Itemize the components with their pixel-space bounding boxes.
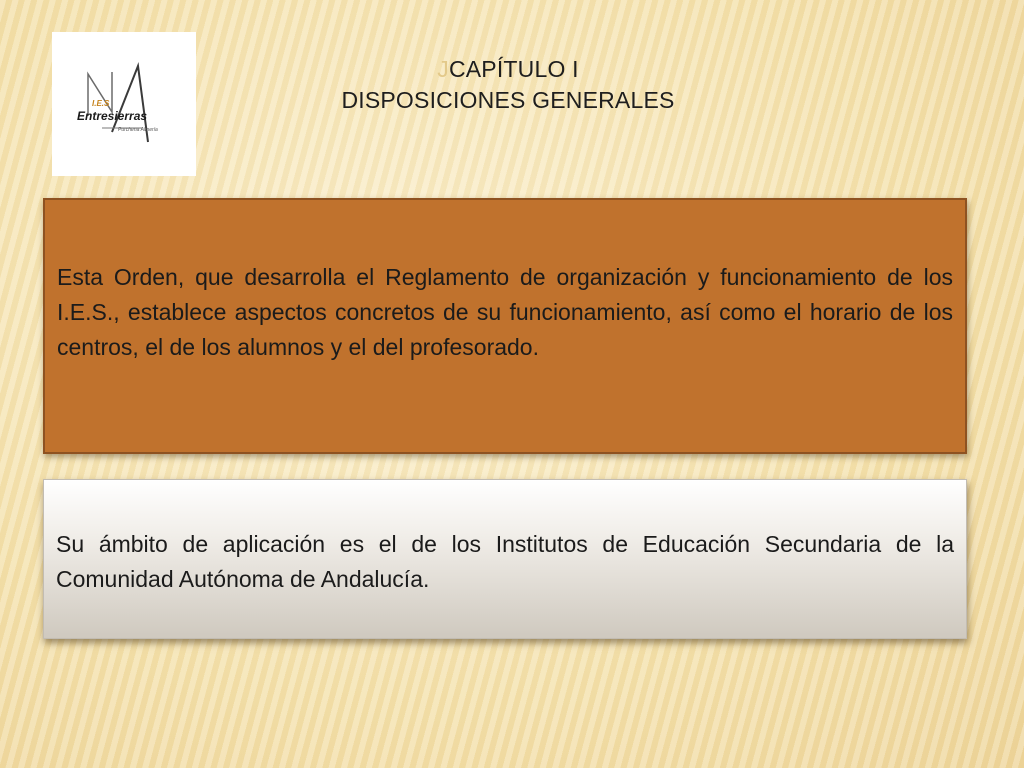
title-chapter: CAPÍTULO I bbox=[448, 56, 579, 82]
logo-name: Entresierras bbox=[77, 109, 148, 123]
slide-title bbox=[300, 54, 716, 116]
grey-text-box bbox=[43, 479, 967, 639]
logo-place: Purchena Almería bbox=[118, 127, 158, 133]
title-line-2: DISPOSICIONES GENERALES bbox=[341, 87, 675, 113]
logo-acronym: I.E.S bbox=[92, 99, 110, 108]
title-marker: J bbox=[437, 56, 449, 82]
school-logo bbox=[52, 32, 196, 176]
paragraph-scope: Su ámbito de aplicación es el de los Institutos de Educación Secundaria de la Comunidad Autónoma de Andalucía. bbox=[56, 531, 954, 592]
paragraph-order-description: Esta Orden, que desarrolla el Reglamento de organización y funcionamiento de los I.E.S., establece aspectos concretos de su funcionamiento, así como el horario de los centros, el de los alumnos y el del profesorado. bbox=[57, 264, 953, 360]
orange-text-box bbox=[43, 198, 967, 454]
logo-graphic bbox=[52, 32, 196, 176]
title-line-1 bbox=[300, 54, 716, 85]
